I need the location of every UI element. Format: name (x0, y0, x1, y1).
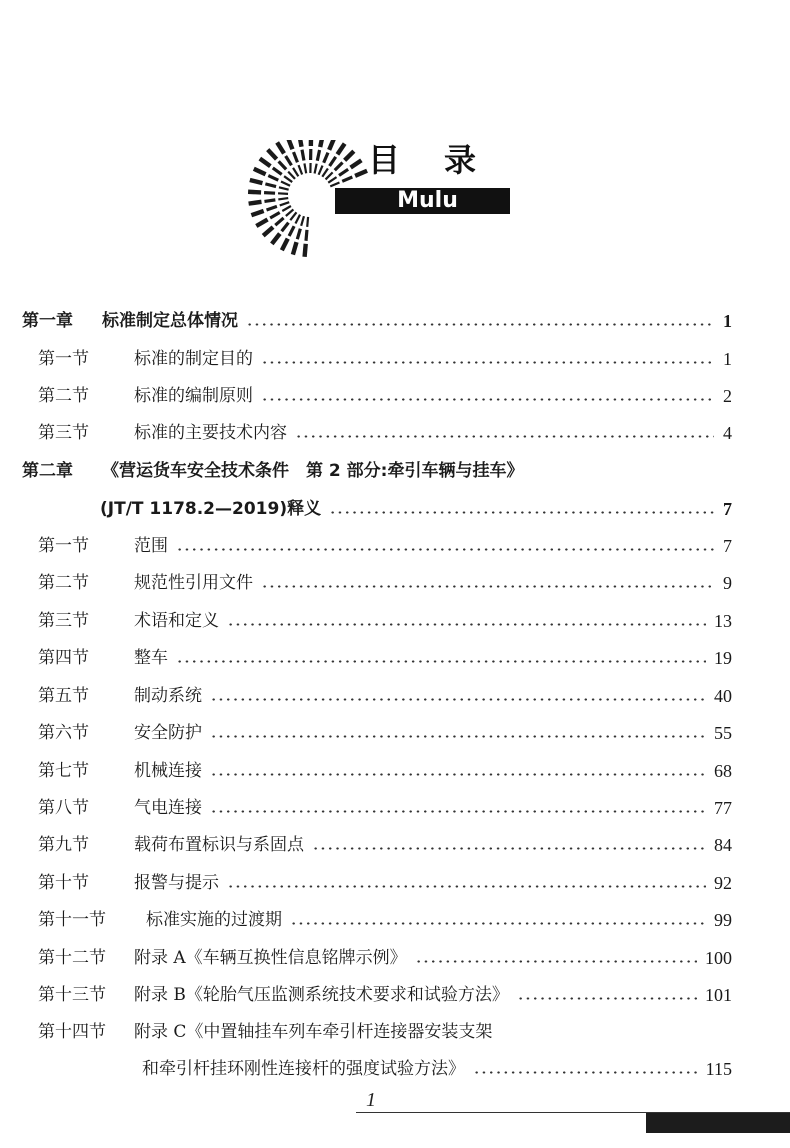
toc-entry[interactable] (38, 718, 732, 748)
leader-dots (261, 344, 714, 374)
leader-dots (473, 1054, 698, 1084)
entry-label: 第一章 (22, 311, 73, 331)
page-title-en: Mulu (397, 188, 458, 213)
entry-page: 99 (714, 910, 732, 930)
toc-entry-chapter-2[interactable] (22, 456, 732, 486)
entry-page: 115 (705, 1059, 732, 1079)
leader-dots (290, 905, 706, 935)
entry-page: 7 (723, 499, 732, 519)
entry-label: 第一节 (38, 349, 89, 369)
leader-dots (295, 418, 714, 448)
entry-page: 1 (723, 349, 732, 369)
leader-dots (261, 381, 714, 411)
entry-label: 第三节 (38, 611, 89, 631)
toc-entry[interactable] (38, 943, 732, 973)
leader-dots (210, 681, 706, 711)
toc-entry[interactable] (38, 344, 732, 374)
entry-label: 第十节 (38, 873, 89, 893)
entry-label: 第一节 (38, 536, 89, 556)
entry-label: 第十一节 (38, 910, 106, 930)
entry-page: 92 (714, 873, 732, 893)
leader-dots (261, 568, 714, 598)
leader-dots (176, 531, 714, 561)
entry-title: (JT/T 1178.2—2019)释义 (100, 499, 322, 519)
footer-block (646, 1113, 790, 1133)
toc-entry[interactable] (38, 643, 732, 673)
entry-label: 第十三节 (38, 985, 106, 1005)
toc-entry[interactable] (38, 793, 732, 823)
entry-title: 标准的主要技术内容 (134, 423, 287, 443)
entry-label: 第九节 (38, 835, 89, 855)
entry-page: 1 (723, 311, 732, 331)
leader-dots (246, 306, 714, 336)
entry-label: 第二节 (38, 386, 89, 406)
entry-title: 标准制定总体情况 (102, 311, 238, 331)
entry-title: 范围 (134, 536, 168, 556)
leader-dots (176, 643, 706, 673)
entry-page: 55 (714, 723, 732, 743)
toc-header (240, 140, 520, 265)
entry-page: 100 (705, 948, 732, 968)
toc-entry[interactable] (38, 980, 732, 1010)
entry-page: 68 (714, 761, 732, 781)
toc-entry[interactable] (38, 531, 732, 561)
leader-dots (227, 868, 706, 898)
entry-title: 附录 A《车辆互换性信息铭牌示例》 (134, 948, 407, 968)
entry-page: 77 (714, 798, 732, 818)
entry-label: 第十四节 (38, 1022, 106, 1042)
entry-label: 第四节 (38, 648, 89, 668)
entry-title: 标准的制定目的 (134, 349, 253, 369)
leader-dots (210, 793, 706, 823)
entry-label: 第六节 (38, 723, 89, 743)
leader-dots (415, 943, 697, 973)
toc-entry[interactable] (38, 868, 732, 898)
leader-dots (210, 718, 706, 748)
entry-label: 第五节 (38, 686, 89, 706)
toc-entry[interactable] (38, 905, 732, 935)
entry-title: 附录 B《轮胎气压监测系统技术要求和试验方法》 (134, 985, 509, 1005)
entry-title: 《营运货车安全技术条件 第 2 部分:牵引车辆与挂车》 (102, 461, 524, 481)
entry-title: 术语和定义 (134, 611, 219, 631)
entry-title: 机械连接 (134, 761, 202, 781)
toc-entry-chapter-2-cont[interactable] (100, 494, 732, 524)
page-title-cn: 目录 (368, 141, 521, 179)
entry-title: 标准实施的过渡期 (146, 910, 282, 930)
entry-label: 第八节 (38, 798, 89, 818)
entry-page: 101 (705, 985, 732, 1005)
entry-page: 2 (723, 386, 732, 406)
toc-entry-cont[interactable] (142, 1054, 732, 1084)
leader-dots (312, 830, 706, 860)
entry-label: 第十二节 (38, 948, 106, 968)
entry-title: 制动系统 (134, 686, 202, 706)
entry-label: 第二节 (38, 573, 89, 593)
title-banner (335, 188, 510, 214)
entry-label: 第七节 (38, 761, 89, 781)
page-number: 1 (366, 1089, 376, 1111)
entry-page: 4 (723, 423, 732, 443)
entry-title: 标准的编制原则 (134, 386, 253, 406)
entry-page: 84 (714, 835, 732, 855)
entry-title: 整车 (134, 648, 168, 668)
entry-page: 13 (714, 611, 732, 631)
toc-entry[interactable] (38, 418, 732, 448)
toc-entry-chapter-1[interactable] (22, 306, 732, 336)
toc-entry[interactable] (38, 568, 732, 598)
entry-title: 气电连接 (134, 798, 202, 818)
leader-dots (227, 606, 706, 636)
entry-title: 载荷布置标识与系固点 (134, 835, 304, 855)
entry-title: 报警与提示 (134, 873, 219, 893)
leader-dots (210, 756, 706, 786)
toc-entry[interactable] (38, 606, 732, 636)
toc-entry[interactable] (38, 830, 732, 860)
toc-entry[interactable] (38, 381, 732, 411)
entry-title: 和牵引杆挂环刚性连接杆的强度试验方法》 (142, 1059, 465, 1079)
toc-entry[interactable] (38, 756, 732, 786)
entry-page: 19 (714, 648, 732, 668)
entry-page: 9 (723, 573, 732, 593)
entry-label: 第二章 (22, 461, 73, 481)
entry-title: 附录 C《中置轴挂车列车牵引杆连接器安装支架 (134, 1022, 493, 1042)
toc-entry[interactable] (38, 681, 732, 711)
entry-page: 40 (714, 686, 732, 706)
entry-title: 安全防护 (134, 723, 202, 743)
leader-dots (329, 494, 714, 524)
entry-page: 7 (723, 536, 732, 556)
leader-dots (517, 980, 697, 1010)
entry-title: 规范性引用文件 (134, 573, 253, 593)
entry-label: 第三节 (38, 423, 89, 443)
toc-entry[interactable] (38, 1017, 732, 1047)
